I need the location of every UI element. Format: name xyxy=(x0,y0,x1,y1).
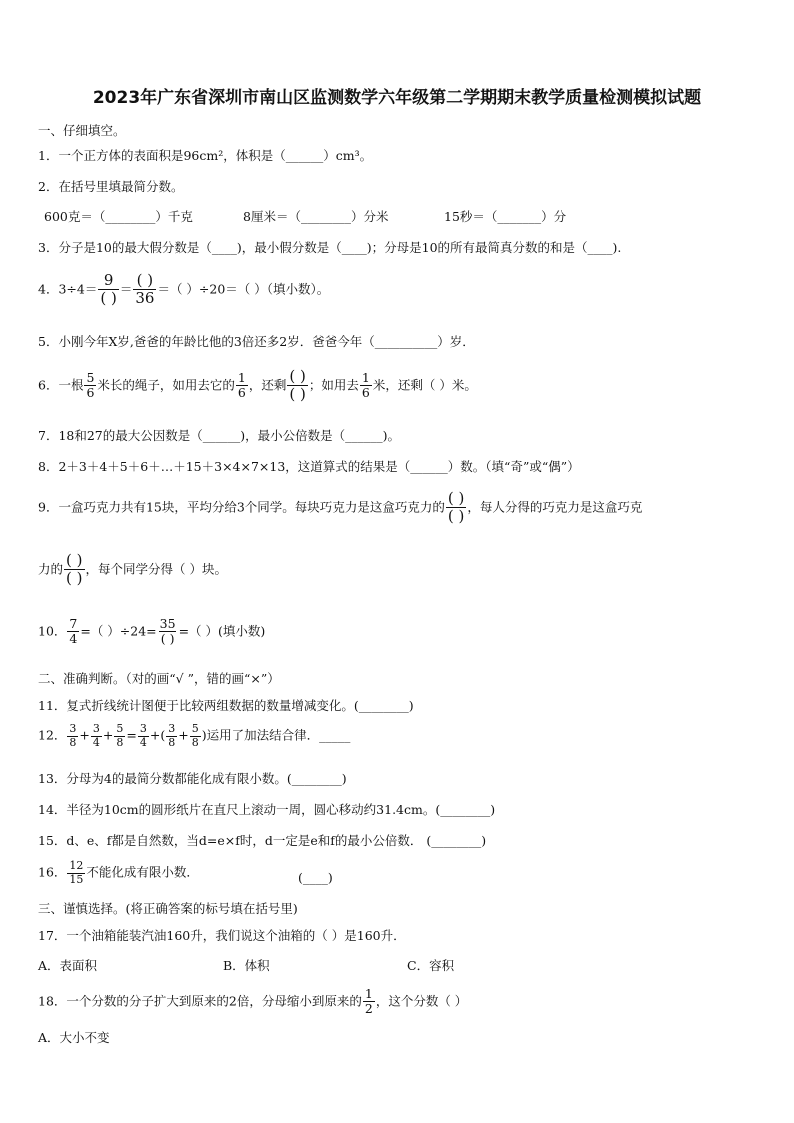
q4-text-post: ＝（ ）÷20＝（ ）（填小数）。 xyxy=(157,281,330,297)
q10-fraction-1 xyxy=(67,617,79,647)
question-10 xyxy=(38,617,265,647)
q6-fraction-4 xyxy=(360,371,372,401)
q12-f6-num: 5 xyxy=(191,722,199,735)
question-9-line-1 xyxy=(38,490,642,526)
question-17: 17．一个油箱能装汽油160升，我们说这个油箱的（ ）是160升． xyxy=(38,928,406,943)
q6-text-a: 6．一根 xyxy=(38,377,84,393)
q12-plus-1: + xyxy=(79,727,90,743)
q6-fraction-2 xyxy=(236,371,248,401)
q12-fraction-3 xyxy=(114,723,125,749)
q18-num: 1 xyxy=(364,986,373,1001)
section-2-heading: 二、准确判断。（对的画“√ ”，错的画“×”） xyxy=(38,671,280,686)
q10-fraction-2 xyxy=(158,617,178,647)
question-2-part-a: 600克＝（________）千克 xyxy=(44,209,193,224)
q9-f2-den: ( ) xyxy=(66,569,83,588)
q4-fraction-2 xyxy=(133,272,156,308)
q4-text: 4．3÷4＝ xyxy=(38,281,98,297)
q6-fraction-3 xyxy=(287,368,307,404)
q6-f4-den: 6 xyxy=(361,385,370,401)
section-1-heading: 一、仔细填空。 xyxy=(38,123,126,138)
q12-f2-num: 3 xyxy=(92,722,100,735)
q12-fraction-1 xyxy=(67,723,78,749)
q9-fraction-1 xyxy=(446,490,466,526)
q10-f2-den: ( ) xyxy=(160,631,175,647)
q18-text-b: ，这个分数（ ） xyxy=(375,993,468,1009)
q10-text-c: =（ ）(填小数) xyxy=(178,623,266,639)
q12-f5-num: 3 xyxy=(168,722,176,735)
q12-eq: = xyxy=(126,727,137,743)
question-12 xyxy=(38,723,350,749)
q9-text-b: ，每人分得的巧克力是这盒巧克 xyxy=(467,499,643,515)
question-2: 2．在括号里填最简分数。 xyxy=(38,179,184,194)
option-17-c: C．容积 xyxy=(407,958,455,973)
q6-text-d: ；如用去 xyxy=(308,377,359,393)
q16-den: 15 xyxy=(69,872,84,886)
q6-f2-den: 6 xyxy=(237,385,246,401)
q12-plus-3: +( xyxy=(149,727,166,743)
q6-fraction-1 xyxy=(84,371,96,401)
q6-text-c: ，还剩 xyxy=(248,377,287,393)
question-16-blank: (____) xyxy=(298,870,333,885)
q6-f1-den: 6 xyxy=(86,385,95,401)
q12-f4-den: 4 xyxy=(139,735,147,749)
q6-f3-den: ( ) xyxy=(289,385,306,404)
question-8: 8．2＋3＋4＋5＋6＋…＋15＋3×4×7×13，这道算式的结果是（______）数。（填“奇”或“偶”） xyxy=(38,459,580,474)
q12-fraction-5 xyxy=(166,723,177,749)
q6-text-b: 米长的绳子，如用去它的 xyxy=(97,377,235,393)
q6-f1-num: 5 xyxy=(86,369,95,385)
q6-text-e: 米，还剩（ ）米。 xyxy=(372,377,477,393)
q12-f2-den: 4 xyxy=(92,735,100,749)
question-13: 13．分母为4的最简分数都能化成有限小数。(________) xyxy=(38,771,347,786)
question-11: 11．复式折线统计图便于比较两组数据的数量增减变化。(________) xyxy=(38,698,414,713)
q12-f5-den: 8 xyxy=(168,735,176,749)
q6-f4-num: 1 xyxy=(361,369,370,385)
q12-fraction-2 xyxy=(91,723,102,749)
question-15: 15．d、e、f都是自然数，当d=e×f时，d一定是e和f的最小公倍数． (________) xyxy=(38,833,487,848)
q12-f6-den: 8 xyxy=(191,735,199,749)
q10-f1-den: 4 xyxy=(69,631,78,647)
q9-text-d: ，每个同学分得（ ）块。 xyxy=(85,561,227,577)
q12-f1-num: 3 xyxy=(69,722,77,735)
question-14: 14．半径为10cm的圆形纸片在直尺上滚动一周，圆心移动约31.4cm。(________) xyxy=(38,802,496,817)
q4-f2-den: 36 xyxy=(135,289,155,308)
option-18-a: A．大小不变 xyxy=(38,1030,110,1045)
q10-text-a: 10． xyxy=(38,623,67,639)
question-1: 1．一个正方体的表面积是96cm²，体积是（______）cm³。 xyxy=(38,148,373,163)
q12-fraction-6 xyxy=(190,723,201,749)
q9-f1-num: ( ) xyxy=(447,489,465,507)
q9-text-a: 9．一盒巧克力共有15块，平均分给3个同学。每块巧克力是这盒巧克力的 xyxy=(38,499,445,515)
option-17-b: B．体积 xyxy=(223,958,270,973)
question-7: 7．18和27的最大公因数是（______)，最小公倍数是（______)。 xyxy=(38,428,401,443)
q12-plus-4: + xyxy=(178,727,189,743)
q6-f2-num: 1 xyxy=(237,369,246,385)
q12-f3-num: 5 xyxy=(116,722,124,735)
q4-f2-num: ( ) xyxy=(136,271,154,289)
q12-text-a: 12． xyxy=(38,727,67,743)
q18-fraction xyxy=(363,987,375,1017)
q10-f1-num: 7 xyxy=(69,616,78,631)
q16-num: 12 xyxy=(69,859,84,872)
question-2-part-c: 15秒＝（_______）分 xyxy=(444,209,567,224)
q9-f2-num: ( ) xyxy=(66,551,83,569)
question-3: 3．分子是10的最大假分数是（____)，最小假分数是（____)；分母是10的所有最简真分数的和是（____). xyxy=(38,240,622,255)
q12-text-b: )运用了加法结合律．_____ xyxy=(201,727,351,743)
q18-text-a: 18．一个分数的分子扩大到原来的2倍，分母缩小到原来的 xyxy=(38,993,362,1009)
q18-den: 2 xyxy=(364,1001,373,1017)
q9-f1-den: ( ) xyxy=(447,507,465,526)
section-3-heading: 三、谨慎选择。(将正确答案的标号填在括号里) xyxy=(38,901,298,916)
question-18 xyxy=(38,987,467,1017)
q12-fraction-4 xyxy=(138,723,149,749)
question-16 xyxy=(38,860,199,886)
q10-text-b: =（ ）÷24= xyxy=(80,623,157,639)
q9-text-c: 力的 xyxy=(38,561,64,577)
question-2-part-b: 8厘米＝（________）分米 xyxy=(243,209,389,224)
q12-plus-2: + xyxy=(102,727,114,743)
q4-eq: ＝ xyxy=(119,281,133,297)
question-6 xyxy=(38,368,477,404)
q12-f4-num: 3 xyxy=(139,722,147,735)
q4-fraction-1 xyxy=(98,272,118,308)
question-9-line-2 xyxy=(38,552,227,588)
page-title: 2023年广东省深圳市南山区监测数学六年级第二学期期末教学质量检测模拟试题 xyxy=(92,88,702,108)
q16-text-a: 16． xyxy=(38,864,67,880)
q12-f3-den: 8 xyxy=(116,735,124,749)
q9-fraction-2 xyxy=(64,552,84,588)
question-5: 5．小刚今年X岁,爸爸的年龄比他的3倍还多2岁．爸爸今年（__________）岁． xyxy=(38,334,475,349)
q4-f1-num: 9 xyxy=(103,271,114,289)
q4-f1-den: ( ) xyxy=(100,289,117,308)
question-4 xyxy=(38,272,329,308)
q16-text-b: 不能化成有限小数． xyxy=(86,864,199,880)
q10-f2-num: 35 xyxy=(159,616,176,631)
q6-f3-num: ( ) xyxy=(289,367,306,385)
option-17-a: A．表面积 xyxy=(38,958,98,973)
q12-f1-den: 8 xyxy=(69,735,77,749)
q16-fraction xyxy=(67,860,85,886)
